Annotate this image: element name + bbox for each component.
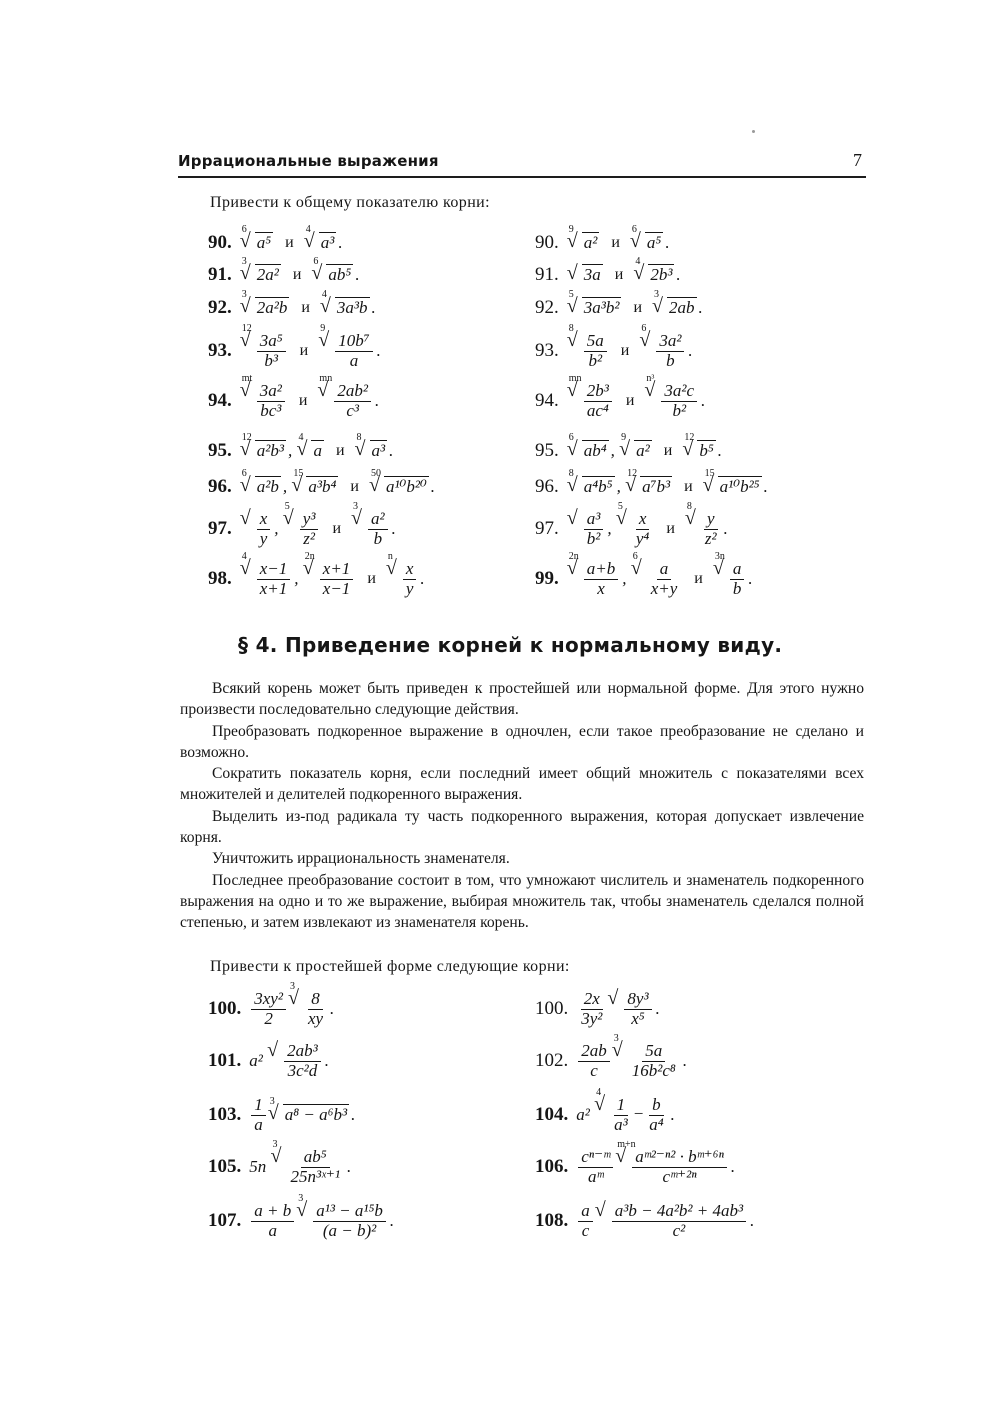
problem-97-left: 97. √ $\frac{x}{y}$ , √ 5 $\frac{\text{y³}}{\text{z²}}$ и √ 3 $\frac{\text{a²}}{b}$ . (208, 510, 396, 548)
problem-number: 96. (535, 476, 559, 497)
problem-number: 93. (535, 340, 559, 362)
problem-number: 90. (208, 232, 232, 253)
radical: √ 15 a³b⁴ (291, 477, 338, 497)
radical: √ 9 a² (567, 233, 600, 253)
coefficient: $\frac{1}{a}$ (251, 1096, 266, 1134)
radical: √ 4 $\frac{1}{\text{a³}}$ − $\frac{b}{\text{a⁴}}$ (594, 1096, 669, 1134)
problem-number: 91. (535, 264, 559, 285)
radical: √ mt $\frac{\text{3a²}}{\text{bc³}}$ (240, 382, 287, 420)
problem-96-right: 96. √ 8 a⁴b⁵ , √ 12 a⁷b³ и √ 15 a¹⁰b²⁵ . (535, 476, 768, 498)
radical: √ 6 ab⁵ (311, 265, 353, 285)
radical: √ 5 $\frac{\text{y³}}{\text{z²}}$ (283, 510, 321, 548)
radical: √ 6 a⁵ (630, 233, 663, 253)
problem-number: 95. (208, 440, 232, 461)
problem-98-left: 98. √ 4 $\frac{x-1}{x+1}$ , √ 2n $\frac{x+1}{x-1}$ и √ n $\frac{x}{y}$ . (208, 560, 425, 598)
problem-93-right: 93. √ 8 $\frac{5a}{\text{b²}}$ и √ 6 $\frac{\text{3a²}}{b}$ . (535, 332, 693, 370)
radical: √ 2n $\frac{x+1}{x-1}$ (303, 560, 356, 598)
problem-90-right: 90. √ 9 a² и √ 6 a⁵ . (535, 232, 670, 254)
instruction-common-index: Привести к общему показателю корни: (210, 194, 490, 211)
radical: √ 6 a²b (240, 477, 281, 497)
radical: √ 5 $\frac{x}{\text{y⁴}}$ (616, 510, 654, 548)
problem-91-right: 91. √ 3a и √ 4 2b³ . (535, 264, 681, 286)
problem-number: 107. (208, 1210, 242, 1232)
problem-92-left: 92. √ 3 2a²b и √ 4 3a³b . (208, 297, 376, 319)
radical: √ 5 3a³b² (567, 298, 622, 318)
paragraph-6: Последнее преобразование состоит в том, что умножают числитель и знаменатель подкоренного выражения на одно и то же выражение, выбирая множитель так, чтобы знаменатель сделался полной степенью, и затем извлекают из знаменателя корень. (180, 872, 864, 931)
radical: √ 4 a (296, 441, 324, 461)
problem-106-right: 106. $\frac{\text{cⁿ⁻ᵐ}}{\text{aᵐ}}$ √ m+n $\frac{\text{aᵐ²⁻ⁿ² · bᵐ⁺⁶ⁿ}}{\text{cᵐ⁺²ⁿ}}$ . (535, 1148, 735, 1186)
problem-96-left: 96. √ 6 a²b , √ 15 a³b⁴ и √ 50 a¹⁰b²⁰ . (208, 476, 435, 498)
radical: √ 4 3a³b (320, 298, 370, 318)
problem-number: 105. (208, 1156, 242, 1178)
radical: √ 50 a¹⁰b²⁰ (369, 477, 429, 497)
problem-99-right: 99. √ 2n $\frac{a+b}{x}$ , √ 6 $\frac{a}{x+y}$ и √ 3n $\frac{a}{b}$ . (535, 560, 753, 598)
radical: √ 6 a⁵ (240, 233, 273, 253)
problem-number: 100. (535, 998, 569, 1020)
running-header (178, 152, 866, 178)
problem-91-left: 91. √ 3 2a² и √ 6 ab⁵ . (208, 264, 360, 286)
radical: √ n $\frac{x}{y}$ (386, 560, 419, 598)
problem-number: 91. (208, 264, 232, 285)
instruction-simplest-form: Привести к простейшей форме следующие корни: (210, 958, 570, 975)
radical: √ 3 $\frac{\text{a¹³ − a¹⁵b}}{\text{(a − b)²}}$ (296, 1202, 388, 1240)
coefficient: $\frac{2ab}{c}$ (578, 1042, 610, 1080)
paragraph-5: Уничтожить иррациональность знаменателя. (212, 850, 510, 867)
problem-95-left: 95. √ 12 a²b³ , √ 4 a и √ 8 a³ . (208, 440, 393, 462)
paragraph-4: Выделить из-под радикала ту часть подкоренного выражения, которая допускает извлечение корня. (180, 808, 864, 846)
radical: √ 3 2ab (652, 298, 697, 318)
section-title: § 4. Приведение корней к нормальному виду. (238, 633, 783, 657)
print-speck (752, 130, 755, 133)
problem-number: 101. (208, 1050, 242, 1072)
radical: √ m+n $\frac{\text{aᵐ²⁻ⁿ² · bᵐ⁺⁶ⁿ}}{\text{cᵐ⁺²ⁿ}}$ (615, 1148, 729, 1186)
coefficient: $\frac{\text{cⁿ⁻ᵐ}}{\text{aᵐ}}$ (578, 1148, 613, 1186)
problem-number: 90. (535, 232, 559, 253)
problem-number: 100. (208, 998, 242, 1020)
problem-number: 97. (208, 518, 232, 540)
radical: √ 2n $\frac{a+b}{x}$ (567, 560, 620, 598)
problem-94-left: 94. √ mt $\frac{\text{3a²}}{\text{bc³}}$ и √ mn $\frac{\text{2ab²}}{\text{c³}}$ . (208, 382, 379, 420)
radical: √ 4 2b³ (633, 265, 674, 285)
radical: √ 3 $\frac{\text{a²}}{b}$ (351, 510, 390, 548)
radical: √ $\frac{\text{8y³}}{\text{x⁵}}$ (607, 990, 653, 1028)
coefficient: $\frac{a}{c}$ (578, 1202, 593, 1240)
problem-100-right: 100. $\frac{2x}{\text{3y²}}$ √ $\frac{\text{8y³}}{\text{x⁵}}$ . (535, 990, 660, 1028)
radical: √ 15 a¹⁰b²⁵ (703, 477, 762, 497)
problem-number: 108. (535, 1210, 569, 1232)
radical: √ 8 $\frac{5a}{\text{b²}}$ (567, 332, 609, 370)
problem-103-left: 103. $\frac{1}{a}$ √ 3 a⁸ − a⁶b³ . (208, 1096, 355, 1134)
problem-number: 97. (535, 518, 559, 540)
problem-101-left: 101. a² √ $\frac{\text{2ab³}}{\text{3c²d}}$ . (208, 1042, 329, 1080)
problem-number: 98. (208, 568, 232, 590)
radical: √ 9 $\frac{\text{10b⁷}}{a}$ (318, 332, 374, 370)
problem-104-right: 104. a² √ 4 $\frac{1}{\text{a³}}$ − $\frac{b}{\text{a⁴}}$ . (535, 1096, 675, 1134)
problem-number: 99. (535, 568, 559, 590)
problem-number: 95. (535, 440, 559, 461)
radical: √ 8 $\frac{y}{\text{z²}}$ (685, 510, 722, 548)
problem-105-left: 105. 5n √ 3 $\frac{\text{ab⁵}}{\text{25n³ˣ⁺¹}}$ . (208, 1148, 351, 1186)
radical: √ 4 $\frac{x-1}{x+1}$ (240, 560, 293, 598)
running-title: Иррациональные выражения (178, 152, 439, 170)
radical: √ mn $\frac{\text{2ab²}}{\text{c³}}$ (317, 382, 373, 420)
problem-number: 96. (208, 476, 232, 497)
problem-number: 93. (208, 340, 232, 362)
radical: √ $\frac{\text{a³}}{\text{b²}}$ (567, 510, 606, 548)
radical: √ $\frac{\text{a³b − 4a²b² + 4ab³}}{\text{c²}}$ (595, 1202, 748, 1240)
paragraph-2: Преобразовать подкоренное выражение в одночлен, если такое преобразование не сделано и возможно. (180, 723, 864, 761)
radical: √ $\frac{x}{y}$ (240, 510, 273, 548)
problem-93-left: 93. √ 12 $\frac{\text{3a⁵}}{\text{b³}}$ и √ 9 $\frac{\text{10b⁷}}{a}$ . (208, 332, 381, 370)
radical: √ 6 $\frac{\text{3a²}}{b}$ (639, 332, 686, 370)
problem-107-left: 107. $\frac{a + b}{a}$ √ 3 $\frac{\text{a¹³ − a¹⁵b}}{\text{(a − b)²}}$ . (208, 1202, 394, 1240)
radical: √ 3 $\frac{5a}{\text{16b²c⁸}}$ (612, 1042, 681, 1080)
problem-94-right: 94. √ mn $\frac{\text{2b³}}{\text{ac⁴}}$ и √ n³ $\frac{\text{3a²c}}{\text{b²}}$ . (535, 382, 705, 420)
problem-90-left: 90. √ 6 a⁵ и √ 4 a³ . (208, 232, 343, 254)
problem-number: 92. (535, 297, 559, 318)
radical: √ 12 a²b³ (240, 441, 286, 461)
radical: √ 8 a⁴b⁵ (567, 477, 615, 497)
coefficient: $\frac{a + b}{a}$ (251, 1202, 294, 1240)
radical: √ 3a (567, 265, 603, 285)
problem-100-left: 100. $\frac{\text{3xy²}}{2}$ √ 3 $\frac{8}{xy}$ . (208, 990, 334, 1028)
problem-number: 102. (535, 1050, 569, 1072)
problem-97-right: 97. √ $\frac{\text{a³}}{\text{b²}}$ , √ 5 $\frac{x}{\text{y⁴}}$ и √ 8 $\frac{y}{\text{z²}}$ . (535, 510, 728, 548)
radical: √ 9 a² (619, 441, 652, 461)
radical: √ 8 a³ (355, 441, 388, 461)
radical: √ mn $\frac{\text{2b³}}{\text{ac⁴}}$ (567, 382, 614, 420)
problem-number: 103. (208, 1104, 242, 1126)
radical: √ 12 a⁷b³ (625, 477, 672, 497)
problem-108-right: 108. $\frac{a}{c}$ √ $\frac{\text{a³b − 4a²b² + 4ab³}}{\text{c²}}$ . (535, 1202, 754, 1240)
page-number: 7 (853, 150, 862, 170)
radical: √ n³ $\frac{\text{3a²c}}{\text{b²}}$ (644, 382, 699, 420)
problem-number: 94. (535, 390, 559, 412)
radical: √ 3n $\frac{a}{b}$ (713, 560, 747, 598)
problem-number: 92. (208, 297, 232, 318)
problem-102-right: 102. $\frac{2ab}{c}$ √ 3 $\frac{5a}{\text{16b²c⁸}}$ . (535, 1042, 687, 1080)
coefficient: $\frac{\text{3xy²}}{2}$ (251, 990, 286, 1028)
problem-95-right: 95. √ 6 ab⁴ , √ 9 a² и √ 12 b⁵ . (535, 440, 722, 462)
radical: √ 6 ab⁴ (567, 441, 609, 461)
radical: √ 6 $\frac{a}{x+y}$ (631, 560, 683, 598)
radical: √ 4 a³ (304, 233, 337, 253)
problem-number: 104. (535, 1104, 569, 1126)
paragraph-3: Сократить показатель корня, если последний имеет общий множитель с показателями всех множителей и делителей подкоренного выражения. (180, 765, 864, 803)
problem-92-right: 92. √ 5 3a³b² и √ 3 2ab . (535, 297, 703, 319)
radical: √ 3 2a²b (240, 298, 290, 318)
radical: √ 12 b⁵ (682, 441, 715, 461)
radical: √ $\frac{\text{2ab³}}{\text{3c²d}}$ (267, 1042, 323, 1080)
paragraph-1: Всякий корень может быть приведен к простейшей или нормальной форме. Для этого нужно произвести последовательно следующие действия. (180, 680, 864, 718)
radical: √ 3 a⁸ − a⁶b³ (268, 1105, 349, 1125)
radical: √ 3 $\frac{8}{xy}$ (288, 990, 328, 1028)
radical: √ 3 $\frac{\text{ab⁵}}{\text{25n³ˣ⁺¹}}$ (271, 1148, 345, 1186)
problem-number: 106. (535, 1156, 569, 1178)
coefficient: $\frac{2x}{\text{3y²}}$ (581, 989, 603, 1028)
radical: √ 12 $\frac{\text{3a⁵}}{\text{b³}}$ (240, 332, 288, 370)
radical: √ 3 2a² (240, 265, 281, 285)
problem-number: 94. (208, 390, 232, 412)
